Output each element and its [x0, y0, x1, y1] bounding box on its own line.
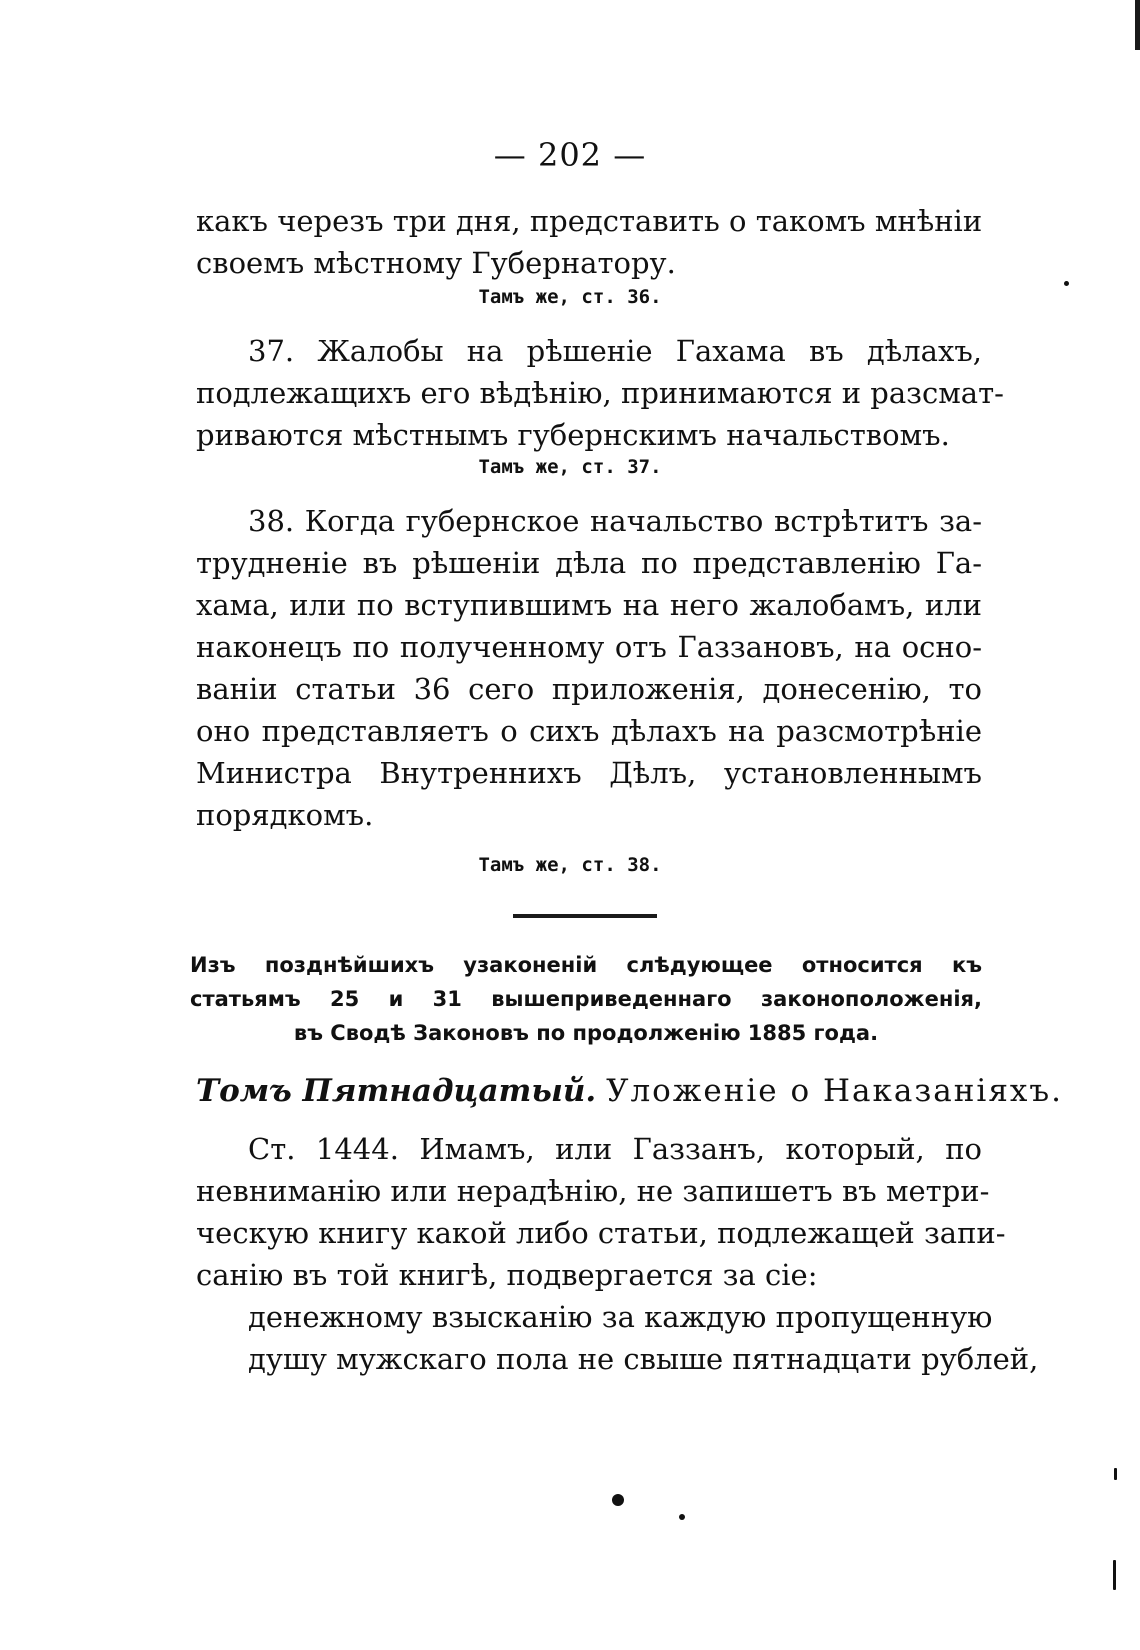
note-line: въ Сводѣ Законовъ по продолженію 1885 года.	[293, 1021, 879, 1045]
page-number: — 202 —	[493, 136, 647, 174]
article-38	[196, 500, 982, 836]
scan-edge-mark	[1135, 0, 1140, 50]
text-line: риваются мѣстнымъ губернскимъ начальствомъ.	[196, 418, 950, 452]
source-citation-37: Тамъ же, ст. 37.	[478, 456, 662, 478]
text-line: подлежащихъ его вѣдѣнію, принимаются и разсмат-	[196, 376, 1004, 410]
section-divider	[513, 914, 657, 918]
text-line: ваніи статьи 36 сего приложенія, донесенію, то	[196, 672, 982, 706]
text-line: 38. Когда губернское начальство встрѣтитъ за-	[248, 504, 982, 538]
volume-heading-title: Уложеніе о Наказаніяхъ.	[606, 1073, 1063, 1109]
ink-speck	[679, 1514, 685, 1520]
ink-speck	[612, 1494, 624, 1506]
text-line: душу мужскаго пола не свыше пятнадцати рублей,	[248, 1342, 1039, 1376]
text-line: денежному взысканію за каждую пропущенную	[248, 1300, 993, 1334]
text-line: 37. Жалобы на рѣшеніе Гахама въ дѣлахъ,	[248, 334, 982, 368]
later-laws-note	[190, 948, 982, 1050]
text-line: трудненіе въ рѣшеніи дѣла по представленію Га-	[196, 546, 982, 580]
text-line: Министра Внутреннихъ Дѣлъ, установленнымъ	[196, 756, 982, 790]
volume-heading	[196, 1070, 1063, 1112]
text-line: невниманію или нерадѣнію, не запишетъ въ метри-	[196, 1174, 990, 1208]
text-line: Ст. 1444. Имамъ, или Газзанъ, который, по	[248, 1132, 982, 1166]
note-line: Изъ позднѣйшихъ узаконеній слѣдующее относится къ	[190, 953, 982, 977]
text-line: порядкомъ.	[196, 798, 374, 832]
text-line: хама, или по вступившимъ на него жалобамъ, или	[196, 588, 982, 622]
article-1444	[196, 1128, 1039, 1380]
article-37	[196, 330, 1004, 456]
text-line: какъ черезъ три дня, представить о такомъ мнѣніи	[196, 204, 983, 238]
ink-speck	[1064, 281, 1069, 286]
ink-speck	[1113, 1560, 1116, 1590]
note-line: статьямъ 25 и 31 вышеприведеннаго законоположенія,	[190, 987, 982, 1011]
text-line: санію въ той книгѣ, подвергается за сіе:	[196, 1258, 818, 1292]
ink-speck	[1114, 1468, 1117, 1480]
text-line: оно представляетъ о сихъ дѣлахъ на разсмотрѣніе	[196, 714, 982, 748]
source-citation-38: Тамъ же, ст. 38.	[478, 854, 662, 876]
text-line: ческую книгу какой либо статьи, подлежащей запи-	[196, 1216, 1006, 1250]
source-citation-36: Тамъ же, ст. 36.	[478, 286, 662, 308]
volume-heading-italic: Томъ Пятнадцатый.	[196, 1073, 597, 1109]
text-line: своемъ мѣстному Губернатору.	[196, 246, 676, 280]
article-36-tail	[196, 200, 982, 284]
text-line: наконецъ по полученному отъ Газзановъ, на осно-	[196, 630, 982, 664]
